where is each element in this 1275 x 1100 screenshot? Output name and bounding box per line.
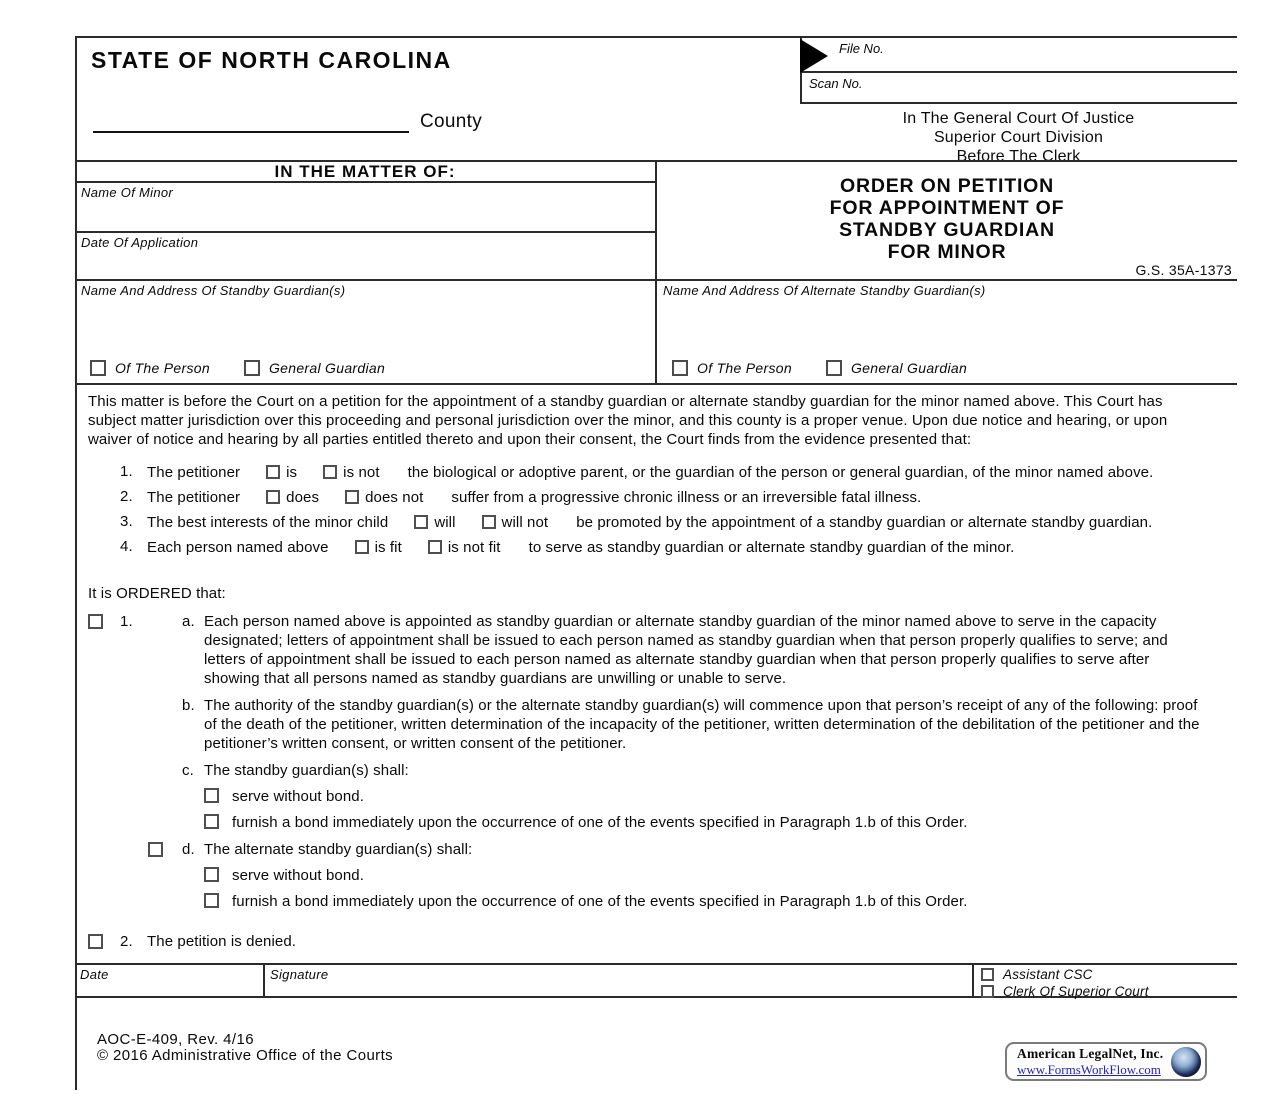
- order-title-box: [657, 162, 1237, 281]
- finding-3-opt1-label: will: [434, 514, 456, 531]
- ordered-item-1b-letter: b.: [182, 697, 195, 714]
- finding-1-opt2-label: is not: [343, 464, 380, 481]
- finding-3-number: 3.: [120, 513, 133, 530]
- finding-1-post: the biological or adoptive parent, or the guardian of the person or general guardian, of the minor named above.: [407, 464, 1154, 481]
- finding-2-opt2-label: does not: [365, 489, 424, 506]
- signature-field[interactable]: [265, 965, 974, 996]
- finding-2-opt1-label: does: [286, 489, 320, 506]
- name-of-minor-label: Name Of Minor: [81, 185, 174, 200]
- file-no-label: File No.: [839, 41, 884, 56]
- form-body: [75, 383, 1237, 963]
- finding-3-opt2-label: will not: [501, 514, 549, 531]
- date-field[interactable]: [75, 965, 265, 996]
- alternate-guardian-type-row: [672, 360, 967, 376]
- county-row: [93, 111, 482, 133]
- order-title: [657, 162, 1237, 263]
- clerk-of-superior-court-label: Clerk Of Superior Court: [1003, 984, 1149, 999]
- checkbox-is-not-fit[interactable]: [428, 540, 442, 554]
- finding-4-opt2-label: is not fit: [447, 539, 501, 556]
- ordered-item-2-number: 2.: [120, 933, 133, 950]
- preamble-paragraph: This matter is before the Court on a petition for the appointment of a standby guardian or alternate standby guardian for the minor named above. This Court has subject matter jurisdiction over this proceeding and personal jurisdiction over the minor, and this county is a proper venue. Upon due notice and hearing, or upon waiver of notice and hearing by all parties entitled thereto and upon their consent, the Court finds from the evidence presented that:: [88, 393, 1168, 448]
- ordered-item-1d-option-1: [204, 866, 1209, 885]
- ordered-heading: It is ORDERED that:: [88, 585, 226, 602]
- ordered-item-1d-option-2: [204, 892, 1209, 911]
- clerk-of-superior-court-row: [981, 984, 1237, 999]
- header-right: [800, 38, 1237, 165]
- finding-2-post: suffer from a progressive chronic illness or an irreversible fatal illness.: [451, 489, 922, 506]
- finding-3-pre: The best interests of the minor child: [147, 514, 389, 531]
- signature-label: Signature: [270, 967, 329, 982]
- standby-guardian-label: Name And Address Of Standby Guardian(s): [81, 283, 346, 298]
- date-of-application-label: Date Of Application: [81, 235, 199, 250]
- alternate-general-guardian-label: General Guardian: [850, 360, 968, 376]
- checkbox-does[interactable]: [266, 490, 280, 504]
- alternate-serve-without-bond-label: serve without bond.: [232, 867, 364, 884]
- finding-2-number: 2.: [120, 488, 133, 505]
- file-no-arrow-icon: [800, 39, 828, 73]
- standby-furnish-bond-label: furnish a bond immediately upon the occurrence of one of the events specified in Paragraph 1.b of this Order.: [232, 814, 968, 831]
- county-label: County: [420, 111, 483, 132]
- checkbox-is-fit[interactable]: [355, 540, 369, 554]
- clerk-capacity-cell: [974, 965, 1237, 999]
- in-the-matter-of-heading: IN THE MATTER OF:: [75, 162, 655, 183]
- ordered-item-1c-text: The standby guardian(s) shall:: [204, 762, 409, 779]
- finding-4-opt1-label: is fit: [374, 539, 402, 556]
- ordered-item-1: [88, 612, 1209, 688]
- form-number: AOC-E-409, Rev. 4/16: [97, 1031, 254, 1048]
- legalnet-globe-icon: [1171, 1047, 1201, 1077]
- finding-4-post: to serve as standby guardian or alternate standby guardian of the minor.: [528, 539, 1015, 556]
- order-title-line-2: FOR APPOINTMENT OF: [829, 197, 1065, 219]
- finding-2-text: [147, 487, 1209, 509]
- form-header: [75, 36, 1237, 165]
- checkbox-standby-serve-without-bond[interactable]: [204, 788, 219, 803]
- order-title-line-1: ORDER ON PETITION: [839, 175, 1055, 197]
- scan-no-label: Scan No.: [809, 76, 863, 91]
- date-of-application-field[interactable]: [75, 233, 655, 281]
- ordered-item-1a-letter: a.: [182, 613, 195, 630]
- state-title: STATE OF NORTH CAROLINA: [91, 47, 452, 73]
- checkbox-standby-general-guardian[interactable]: [244, 360, 260, 376]
- checkbox-will[interactable]: [414, 515, 428, 529]
- copyright-line: © 2016 Administrative Office of the Courts: [97, 1047, 394, 1064]
- alternate-furnish-bond-label: furnish a bond immediately upon the occurrence of one of the events specified in Paragraph 1.b of this Order.: [232, 893, 968, 910]
- court-line-3: Before The Clerk: [956, 148, 1081, 165]
- standby-guardian-type-row: [90, 360, 385, 376]
- finding-4-pre: Each person named above: [147, 539, 329, 556]
- ordered-item-2: [88, 932, 1209, 951]
- standby-of-the-person-label: Of The Person: [115, 360, 210, 376]
- ordered-item-1d: [148, 840, 1209, 859]
- statute-reference: G.S. 35A-1373: [1135, 262, 1232, 278]
- court-line-1: In The General Court Of Justice: [902, 110, 1135, 127]
- ordered-item-1d-letter: d.: [182, 841, 195, 858]
- ordered-item-1d-text: The alternate standby guardian(s) shall:: [204, 841, 473, 858]
- checkbox-is[interactable]: [266, 465, 280, 479]
- signature-table: [75, 963, 1237, 998]
- court-division-block: [800, 104, 1237, 166]
- checkbox-will-not[interactable]: [482, 515, 496, 529]
- ordered-item-1a-text: Each person named above is appointed as standby guardian or alternate standby guardian of the minor named above to serve in the capacity designated; letters of appointment shall be issued to each person named as standby guardian when that person properly qualifies to serve; and letters of appointment shall be issued to each person named as alternate standby guardian when that person properly qualifies to serve after showing that all persons named as standby guardians are unwilling or unable to serve.: [204, 613, 1168, 687]
- finding-1: [120, 462, 1209, 484]
- finding-3-text: [147, 512, 1209, 534]
- checkbox-assistant-csc[interactable]: [981, 968, 994, 981]
- matter-left-column: [75, 162, 655, 385]
- court-line-2: Superior Court Division: [933, 129, 1104, 146]
- file-no-field[interactable]: [800, 38, 1237, 73]
- checkbox-standby-of-the-person[interactable]: [90, 360, 106, 376]
- checkbox-does-not[interactable]: [345, 490, 359, 504]
- checkbox-alternate-of-the-person[interactable]: [672, 360, 688, 376]
- checkbox-is-not[interactable]: [323, 465, 337, 479]
- finding-4-number: 4.: [120, 538, 133, 555]
- checkbox-ordered-item-1d[interactable]: [148, 842, 163, 857]
- finding-4: [120, 537, 1209, 559]
- scan-no-field[interactable]: [800, 73, 1237, 104]
- finding-1-number: 1.: [120, 463, 133, 480]
- finding-3-post: be promoted by the appointment of a standby guardian or alternate standby guardian.: [576, 514, 1153, 531]
- checkbox-petition-denied[interactable]: [88, 934, 103, 949]
- standby-serve-without-bond-label: serve without bond.: [232, 788, 364, 805]
- county-blank-line[interactable]: [93, 112, 409, 133]
- ordered-item-1b-text: The authority of the standby guardian(s) or the alternate standby guardian(s) will commence upon that person’s receipt of any of the following: proof of the death of the petitioner, written determination of the incapacity of the petitioner, written determination of the debilitation of the petitioner and the petitioner’s written consent, or written consent of the petitioner.: [204, 697, 1200, 752]
- petition-denied-label: The petition is denied.: [147, 933, 297, 950]
- order-title-line-3: STANDBY GUARDIAN: [839, 219, 1055, 241]
- finding-2-pre: The petitioner: [147, 489, 241, 506]
- finding-3: [120, 512, 1209, 534]
- ordered-item-1c-option-1: [204, 787, 1209, 806]
- assistant-csc-label: Assistant CSC: [1003, 967, 1093, 982]
- name-of-minor-field[interactable]: [75, 183, 655, 233]
- findings-list: [88, 462, 1209, 559]
- standby-general-guardian-label: General Guardian: [268, 360, 386, 376]
- ordered-item-1-number: 1.: [120, 613, 133, 630]
- finding-4-text: [147, 537, 1209, 559]
- checkbox-clerk-of-superior-court[interactable]: [981, 985, 994, 998]
- legalnet-url-link[interactable]: www.FormsWorkFlow.com: [1017, 1061, 1161, 1077]
- finding-1-pre: The petitioner: [147, 464, 241, 481]
- finding-1-text: [147, 462, 1209, 484]
- ordered-item-1b: [182, 696, 1209, 753]
- alternate-guardian-field[interactable]: [657, 281, 1237, 381]
- date-label: Date: [80, 967, 109, 982]
- legalnet-badge-text: [1017, 1046, 1171, 1078]
- assistant-csc-row: [981, 967, 1237, 982]
- footer-text: [97, 1032, 393, 1064]
- ordered-item-1c: [182, 761, 1209, 780]
- ordered-item-1c-letter: c.: [182, 762, 194, 779]
- header-left: [75, 38, 800, 162]
- matter-section: [75, 160, 1237, 383]
- finding-1-opt1-label: is: [286, 464, 298, 481]
- checkbox-alternate-serve-without-bond[interactable]: [204, 867, 219, 882]
- checkbox-ordered-item-1[interactable]: [88, 614, 103, 629]
- matter-right-column: [655, 162, 1237, 385]
- order-title-line-4: FOR MINOR: [887, 241, 1007, 263]
- legalnet-badge: [1005, 1042, 1207, 1081]
- checkbox-standby-furnish-bond[interactable]: [204, 814, 219, 829]
- alternate-of-the-person-label: Of The Person: [697, 360, 792, 376]
- checkbox-alternate-general-guardian[interactable]: [826, 360, 842, 376]
- alternate-guardian-label: Name And Address Of Alternate Standby Guardian(s): [663, 283, 986, 298]
- finding-2: [120, 487, 1209, 509]
- standby-guardian-field[interactable]: [75, 281, 655, 381]
- checkbox-alternate-furnish-bond[interactable]: [204, 893, 219, 908]
- legalnet-name: American LegalNet, Inc.: [1017, 1045, 1164, 1061]
- ordered-item-1c-option-2: [204, 813, 1209, 832]
